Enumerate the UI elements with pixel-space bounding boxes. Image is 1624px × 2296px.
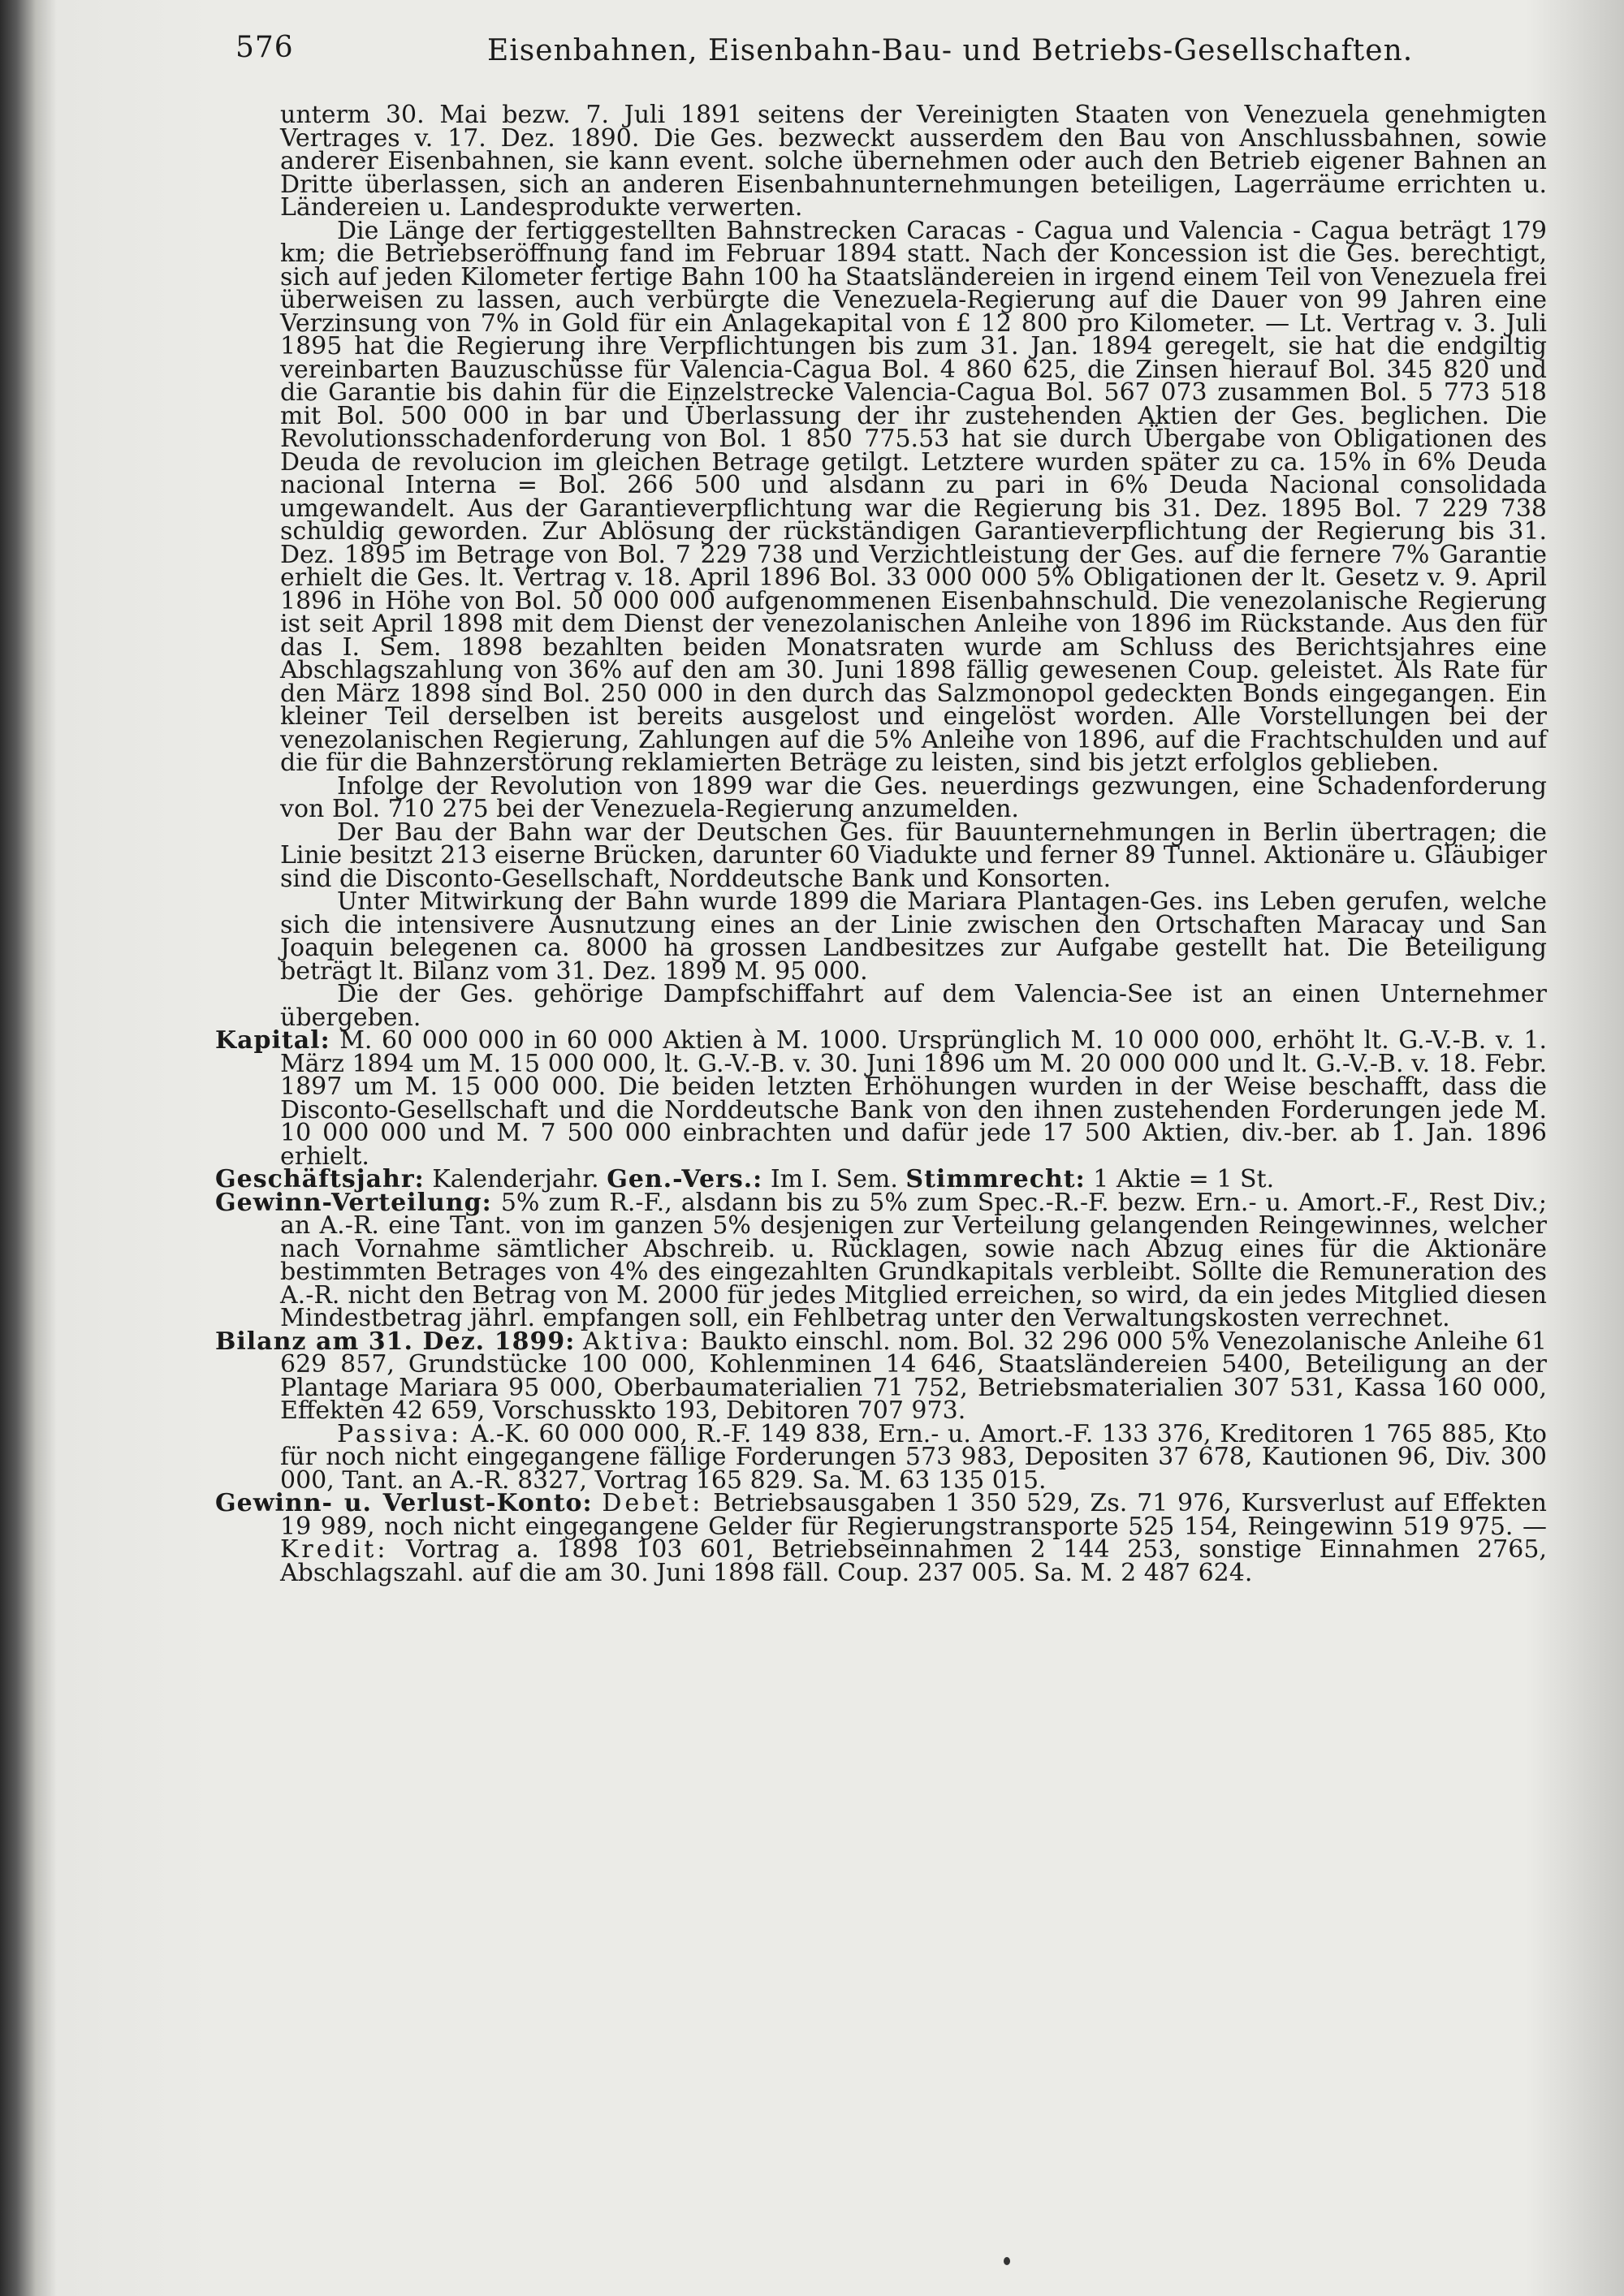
section-text: Kalenderjahr. bbox=[432, 1165, 599, 1193]
ink-speck bbox=[1004, 2257, 1010, 2265]
genvers-label: Gen.-Vers.: bbox=[607, 1165, 763, 1193]
aktiva-label: Aktiva: bbox=[582, 1327, 693, 1356]
aktiva-text: Baukto einschl. nom. Bol. 32 296 000 5% Venezolanische Anleihe 61 629 857, Grundstücke 100 000, Kohlenminen 14 646, Staatsländereien 5400, Beteiligung an der Plantage Mariara 95 000, Oberbaumaterialien 71 752, Betriebsmaterialien 307 531, Kassa 160 000, Effekten 42 659, Vorschusskto 193, Debitoren 707 973. bbox=[280, 1327, 1547, 1425]
section-label: Gewinn-Verteilung: bbox=[215, 1188, 492, 1217]
genvers-text: Im I. Sem. bbox=[770, 1165, 898, 1193]
section-label: Geschäftsjahr: bbox=[215, 1165, 425, 1193]
paragraph-shipping: Die der Ges. gehörige Dampfschiffahrt auf dem Valencia-See ist an einen Unternehmer übergeben. bbox=[280, 980, 1547, 1032]
section-label: Bilanz am 31. Dez. 1899: bbox=[215, 1327, 576, 1356]
section-text: M. 60 000 000 in 60 000 Aktien à M. 1000. Ursprünglich M. 10 000 000, erhöht lt. G.-V.-B. v. 1. März 1894 um M. 15 000 000, lt. G.-V.-B. v. 30. Juni 1896 um M. 20 000 000 und lt. G.-V.-B. v. 18. Febr. 1897 um M. 15 000 000. Die beiden letzten Erhöhungen wurden in der Weise beschafft, dass die Disconto-Gesellschaft und die Norddeutsche Bank von den ihnen zustehenden Forderungen jede M. 10 000 000 und M. 7 500 000 einbrachten und dafür jede 17 500 Aktien, div.-ber. ab 1. Jan. 1896 erhielt. bbox=[280, 1026, 1547, 1171]
section-gewinn-verlust bbox=[215, 1489, 1547, 1587]
passiva-label: Passiva: bbox=[337, 1419, 463, 1448]
page-body bbox=[215, 101, 1547, 1587]
section-label: Kapital: bbox=[215, 1026, 330, 1055]
kredit-text: Vortrag a. 1898 103 601, Betriebseinnahmen 2 144 253, sonstige Einnahmen 2765, Abschlagszahl. auf die am 30. Juni 1898 fäll. Coup. 237 005. Sa. M. 2 487 624. bbox=[280, 1535, 1547, 1587]
stimmrecht-text: 1 Aktie = 1 St. bbox=[1093, 1165, 1275, 1193]
paragraph-history: Die Länge der fertiggestellten Bahnstrecken Caracas - Cagua und Valencia - Cagua beträgt 179 km; die Betriebseröffnung fand im Februar 1894 statt. Nach der Koncession ist die Ges. berechtigt, sich auf jeden Kilometer fertige Bahn 100 ha Staatsländereien in irgend einem Teil von Venezuela frei überweisen zu lassen, auch verbürgte die Venezuela-Regierung auf die Dauer von 99 Jahren eine Verzinsung von 7% in Gold für ein Anlagekapital von £ 12 800 pro Kilometer. — Lt. Vertrag v. 3. Juli 1895 hat die Regierung ihre Verpflichtungen bis zum 31. Jan. 1894 geregelt, sie hat die endgiltig vereinbarten Bauzuschüsse für Valencia-Cagua Bol. 4 860 625, die Zinsen hierauf Bol. 345 820 und die Garantie bis dahin für die Einzelstrecke Valencia-Cagua Bol. 567 073 zusammen Bol. 5 773 518 mit Bol. 500 000 in bar und Überlassung der ihr zustehenden Aktien der Ges. beglichen. Die Revolutionsschadenforderung von Bol. 1 850 775.53 hat sie durch Übergabe von Obligationen des Deuda de revolucion im gleichen Betrage getilgt. Letztere wurden später zu ca. 15% in 6% Deuda nacional Interna = Bol. 266 500 und alsdann zu pari in 6% Deuda Nacional consolidada umgewandelt. Aus der Garantieverpflichtung war die Regierung bis 31. Dez. 1895 Bol. 7 229 738 schuldig geworden. Zur Ablösung der rückständigen Garantieverpflichtung der Regierung bis 31. Dez. 1895 im Betrage von Bol. 7 229 738 und Verzichtleistung der Ges. auf die fernere 7% Garantie erhielt die Ges. lt. Vertrag v. 18. April 1896 Bol. 33 000 000 5% Obligationen der lt. Gesetz v. 9. April 1896 in Höhe von Bol. 50 000 000 aufgenommenen Eisenbahnschuld. Die venezolanische Regierung ist seit April 1898 mit dem Dienst der venezolanischen Anleihe von 1896 im Rückstande. Aus den für das I. Sem. 1898 bezahlten beiden Monatsraten wurde am Schluss des Berichtsjahres eine Abschlagszahlung von 36% auf den am 30. Juni 1898 fällig gewesenen Coup. geleistet. Als Rate für den März 1898 sind Bol. 250 000 in den durch das Salzmonopol gedeckten Bonds eingegangen. Ein kleiner Teil derselben ist bereits ausgelost und eingelöst worden. Alle Vorstellungen bei der venezolanischen Regierung, Zahlungen auf die 5% Anleihe von 1896, auf die Frachtschulden und auf die für die Bahnzerstörung reklamierten Beträge zu leisten, sind bis jetzt erfolglos geblieben. bbox=[280, 216, 1547, 777]
paragraph-purpose: unterm 30. Mai bezw. 7. Juli 1891 seitens der Vereinigten Staaten von Venezuela genehmigten Vertrages v. 17. Dez. 1890. Die Ges. bezweckt ausserdem den Bau von Anschlussbahnen, sowie anderer Eisenbahnen, sie kann event. solche übernehmen oder auch den Betrieb eigener Bahnen an Dritte überlassen, sich an anderen Eisenbahnunternehmungen beteiligen, Lagerräume errichten u. Ländereien u. Landesprodukte verwerten. bbox=[280, 101, 1547, 222]
debet-label: Debet: bbox=[602, 1489, 704, 1517]
section-label: Gewinn- u. Verlust-Konto: bbox=[215, 1489, 593, 1517]
section-bilanz bbox=[215, 1327, 1547, 1425]
paragraph-construction: Der Bau der Bahn war der Deutschen Ges. für Bauunternehmungen in Berlin übertragen; die Linie besitzt 213 eiserne Brücken, darunter 60 Viadukte und ferner 89 Tunnel. Aktionäre u. Gläubiger sind die Disconto-Gesellschaft, Norddeutsche Bank und Konsorten. bbox=[280, 818, 1547, 893]
running-title: Eisenbahnen, Eisenbahn-Bau- und Betriebs-Gesellschaften. bbox=[487, 34, 1414, 67]
section-gewinn-verteilung bbox=[215, 1188, 1547, 1332]
stimmrecht-label: Stimmrecht: bbox=[905, 1165, 1086, 1193]
passiva-text: A.-K. 60 000 000, R.-F. 149 838, Ern.- u. Amort.-F. 133 376, Kreditoren 1 765 885, Kto für noch nicht eingegangene fällige Forderungen 573 983, Depositen 37 678, Kautionen 96, Div. 300 000, Tant. an A.-R. 8327, Vortrag 165 829. Sa. M. 63 135 015. bbox=[280, 1419, 1547, 1495]
paragraph-revolution: Infolge der Revolution von 1899 war die Ges. neuerdings gezwungen, eine Schadenforderung von Bol. 710 275 bei der Venezuela-Regierung anzumelden. bbox=[280, 771, 1547, 823]
kredit-label: Kredit: bbox=[280, 1535, 389, 1564]
section-text: 5% zum R.-F., alsdann bis zu 5% zum Spec.-R.-F. bezw. Ern.- u. Amort.-F., Rest Div.; an A.-R. eine Tant. von im ganzen 5% desjenigen zur Verteilung gelangenden Reingewinnes, welcher nach Vornahme sämtlicher Abschreib. u. Rücklagen, sowie nach Abzug eines für die Aktionäre bestimmten Betrages von 4% des eingezahlten Grundkapitals verbleibt. Sollte die Remuneration des A.-R. nicht den Betrag von M. 2000 für jedes Mitglied erreichen, so wird, da ein jedes Mitglied diesen Mindestbetrag jährl. empfangen soll, ein Fehlbetrag unter den Verwaltungskosten verrechnet. bbox=[280, 1188, 1547, 1332]
page-number: 576 bbox=[235, 31, 294, 64]
paragraph-plantation: Unter Mitwirkung der Bahn wurde 1899 die Mariara Plantagen-Ges. ins Leben gerufen, welche sich die intensivere Ausnutzung eines an der Linie zwischen den Ortschaften Maracay und San Joaquin belegenen ca. 8000 ha grossen Landbesitzes zur Aufgabe gestellt hat. Die Beteiligung beträgt lt. Bilanz vom 31. Dez. 1899 M. 95 000. bbox=[280, 887, 1547, 986]
section-kapital bbox=[215, 1026, 1547, 1171]
debet-text: Betriebsausgaben 1 350 529, Zs. 71 976, Kursverlust auf Effekten 19 989, noch nicht eingegangene Gelder für Regierungstransporte 525 154, Reingewinn 519 975. — bbox=[280, 1489, 1547, 1541]
section-passiva bbox=[280, 1419, 1547, 1495]
